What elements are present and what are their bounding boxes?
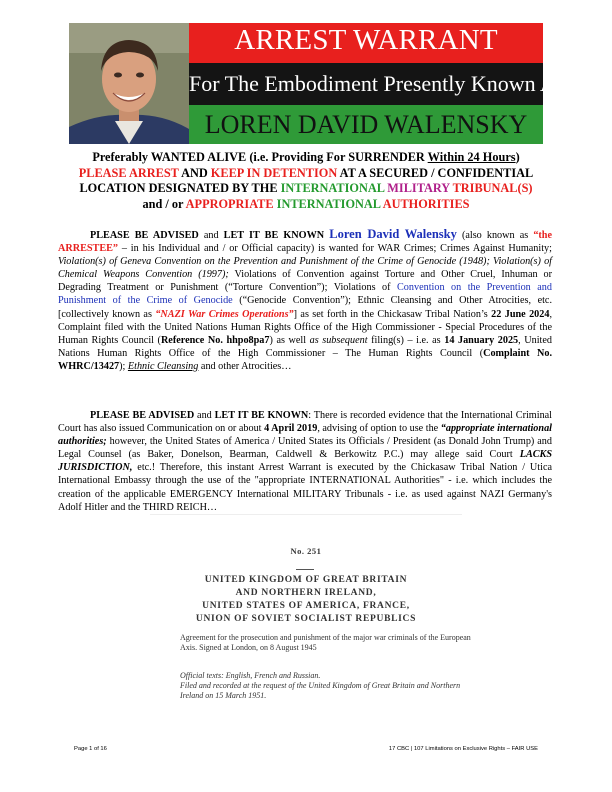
footer-note: 17 CBC | 107 Limitations on Exclusive Rights – FAIR USE (388, 746, 538, 752)
treaty-dash (296, 569, 314, 570)
treaty-party-line-2: AND NORTHERN IRELAND, (235, 588, 377, 598)
page-number: Page 1 of 16 (74, 746, 107, 752)
banner-subtitle: For The Embodiment Presently Known As: (189, 71, 571, 96)
treaty-number: No. 251 (290, 546, 322, 556)
treaty-agreement-text: Agreement for the prosecution and punishment of the major war criminals of the European Axis. Signed at London, on 8 August 1945 (180, 633, 471, 652)
warrant-banner (69, 23, 571, 144)
advisory-paragraph-1: PLEASE BE ADVISED and LET IT BE KNOWN Loren David Walensky (also known as “the ARRESTEE” – in his Individual and / or Official capacity) is wanted for WAR Crimes; Crimes Against Humanity; Violation(s) of Geneva Convention on the Prevention and Punishment of the Crime of Genocide (1948); Violation(s) of Chemical Weapons Convention (1997); Violations of Convention against Torture and Other Cruel, Inhuman or Degrading Treatment or Punishment (“Torture Convention”); Violations of Convention on the Prevention and Punishment of the Crime of Genocide (“Genocide Convention”); Ethnic Cleansing and Other Atrocities, etc. [collectively known as “NAZI War Crimes Operations”] as set forth in the Chickasaw Tribal Nation’s 22 June 2024, Complaint filed with the United Nations Human Rights Office of the High Commissioner - Special Procedures of the Human Rights Council (Reference No. hhpo8pa7) as well as subsequent filing(s) – i.e. as 14 January 2025, United Nations Human Rights Office of the High Commissioner – The Human Rights Council (Complaint No. WHRC/13427); Ethnic Cleansing and other Atrocities… (58, 227, 553, 372)
heading-line-1: Preferably WANTED ALIVE (i.e. Providing For SURRENDER Within 24 Hours) (92, 150, 520, 164)
treaty-party-line-1: UNITED KINGDOM OF GREAT BRITAIN (204, 575, 408, 585)
treaty-official-text: Official texts: English, French and Russian. Filed and recorded at the request of the United Kingdom of Great Britain and Northern Ireland on 15 March 1951. (180, 671, 461, 700)
heading-line-4: and / or APPROPRIATE INTERNATIONAL AUTHORITIES (142, 196, 470, 211)
treaty-party-line-4: UNION OF SOVIET SOCIALIST REPUBLICS (195, 614, 417, 624)
banner-title: ARREST WARRANT (234, 24, 498, 56)
advisory-paragraph-2: PLEASE BE ADVISED and LET IT BE KNOWN: There is recorded evidence that the International Criminal Court has also issued Communication on or about 4 April 2019, advising of option to use the “appropriate international authorities; however, the United States of America / United States its Officials / President (as Donald John Trump) and Legal Counsel (as Baker, Donelson, Bearman, Caldwell & Berkowitz P.C.) may allege said Court LACKS JURISDICTION, etc.! Therefore, this instant Arrest Warrant is executed by the Chickasaw Tribal Nation / Utica International Embassy through the use of the "appropriate INTERNATIONAL Authorities" - i.e. which includes the creation of the applicable EMERGENCY International MILITARY Tribunals - i.e. as used against NAZI Germany's Adolf Hitler and the THIRD REICH… (58, 410, 553, 513)
heading-line-3: LOCATION DESIGNATED BY THE INTERNATIONAL MILITARY TRIBUNAL(S) (79, 181, 533, 195)
heading-line-2: PLEASE ARREST AND KEEP IN DETENTION AT A SECURED / CONFIDENTIAL (78, 165, 534, 180)
warrant-heading (24, 150, 588, 212)
banner-name: LOREN DAVID WALENSKY (204, 110, 528, 139)
treaty-party-line-3: UNITED STATES OF AMERICA, FRANCE, (202, 601, 410, 611)
document-image-edge (150, 514, 462, 515)
suspect-photo (69, 23, 189, 144)
